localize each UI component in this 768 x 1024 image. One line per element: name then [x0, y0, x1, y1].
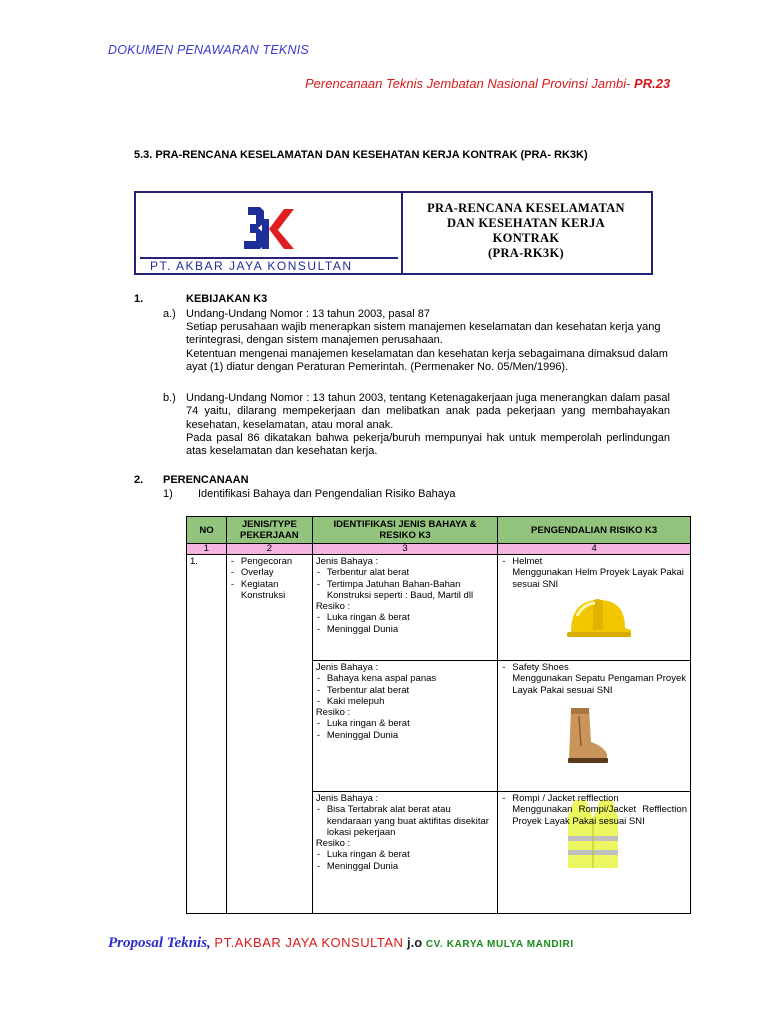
planning-sub-label: 1) [163, 488, 173, 500]
box-divider [401, 193, 403, 273]
work-type-item: - Pengecoran [230, 556, 309, 567]
box-title-line: KONTRAK [492, 231, 560, 245]
header-control: PENGENDALIAN RISIKO K3 [498, 517, 691, 544]
column-number: 4 [498, 544, 691, 555]
item-b-label: b.) [163, 392, 176, 404]
hazard-table [186, 516, 691, 914]
hazard-cell [312, 792, 497, 914]
column-number-row [187, 544, 691, 555]
hazard-item: - Tertimpa Jatuhan Bahan-Bahan Konstruksi seperti : Baud, Martil dll [316, 579, 494, 602]
column-number: 1 [187, 544, 227, 555]
boot-icon [563, 706, 609, 764]
planning-heading: PERENCANAAN [163, 474, 249, 486]
item-b-paragraph-1: Undang-Undang Nomor : 13 tahun 2003, tentang Ketenagakerjaan juga menerangkan dalam pasal 74 yaitu, dilarang mempekerjaan dan melibatkan anak pada pekerjaan yang membahayakan kesehatan, keselamatan, atau moral anak. [186, 392, 670, 431]
hazard-label: Jenis Bahaya : [315, 556, 379, 567]
box-title-line: PRA-RENCANA KESELAMATAN [427, 201, 625, 215]
company-name: PT. AKBAR JAYA KONSULTAN [150, 259, 353, 273]
column-number: 3 [312, 544, 497, 555]
header-work-type: JENIS/TYPE PEKERJAAN [226, 517, 312, 544]
hazard-cell [312, 555, 497, 661]
risk-item: - Luka ringan & berat [316, 718, 494, 729]
item-a-paragraph-1: Setiap perusahaan wajib menerapkan sistem manajemen keselamatan dan kesehatan kerja yang terintegrasi, dengan sistem manajemen perusahaan. [186, 321, 661, 347]
risk-label: Resiko : [315, 707, 351, 719]
control-description: Menggunakan Helm Proyek Layak Pakai sesuai SNI [512, 567, 684, 590]
control-item: - Safety Shoes [501, 662, 687, 673]
header-identification: IDENTIFIKASI JENIS BAHAYA & RESIKO K3 [312, 517, 497, 544]
policy-heading: KEBIJAKAN K3 [186, 293, 268, 305]
hazard-item: - Kaki melepuh [316, 696, 494, 707]
footer-company: PT.AKBAR JAYA KONSULTAN [214, 935, 404, 950]
box-title-line: DAN KESEHATAN KERJA [446, 216, 606, 230]
hazard-cell [312, 661, 497, 792]
table-header-row [187, 517, 691, 544]
header-no: NO [187, 517, 227, 544]
section-title: 5.3. PRA-RENCANA KESELAMATAN DAN KESEHATAN KERJA KONTRAK (PRA- RK3K) [134, 149, 588, 161]
helmet-icon [563, 594, 633, 642]
control-description: Menggunakan Rompi/Jacket Refflection Proyek Layak Pakai sesuai SNI [512, 804, 687, 827]
control-cell [498, 555, 691, 661]
document-code: PR.23 [634, 76, 671, 91]
control-cell [498, 661, 691, 792]
page-footer [108, 935, 574, 952]
risk-label: Resiko : [315, 838, 351, 850]
box-title-line: (PRA-RK3K) [488, 246, 564, 260]
document-type: DOKUMEN PENAWARAN TEKNIS [108, 43, 309, 57]
footer-proposal: Proposal Teknis, [108, 935, 211, 951]
row-number: 1. [187, 555, 227, 914]
control-cell [498, 792, 691, 914]
work-type-item: - Overlay [230, 567, 309, 578]
planning-number: 2. [134, 474, 144, 486]
hazard-item: - Terbentur alat berat [316, 567, 494, 578]
hazard-label: Jenis Bahaya : [315, 793, 379, 804]
column-number: 2 [226, 544, 312, 555]
policy-number: 1. [134, 293, 144, 305]
title-box [134, 191, 653, 275]
planning-sub-title: Identifikasi Bahaya dan Pengendalian Risiko Bahaya [198, 488, 456, 500]
table-row [187, 555, 691, 661]
hazard-label: Jenis Bahaya : [315, 662, 379, 673]
footer-partner: CV. KARYA MULYA MANDIRI [425, 939, 574, 950]
item-a-label: a.) [163, 308, 176, 320]
work-type-cell [226, 555, 312, 914]
work-type-item: - Kegiatan Konstruksi [230, 579, 309, 602]
control-description: Menggunakan Sepatu Pengaman Proyek Layak Pakai sesuai SNI [512, 673, 686, 696]
box-title [406, 201, 646, 261]
hazard-item: - Bisa Tertabrak alat berat atau kendaraan yang buat aktifitas disekitar lokasi pekerjaan [316, 804, 494, 838]
company-logo [238, 203, 298, 253]
item-a-paragraph-2: Ketentuan mengenai manajemen keselamatan dan kesehatan kerja sebagaimana dimaksud dalam ayat (1) diatur dengan Peraturan Pemerintah. (Permenaker No. 05/Men/1996). [186, 348, 668, 374]
footer-jo: j.o [407, 935, 423, 950]
item-b-paragraph-2: Pada pasal 86 dikatakan bahwa pekerja/buruh mempunyai hak untuk memperolah perlindungan atas keselamatan dan kesehatan kerja. [186, 432, 670, 458]
hazard-item: - Terbentur alat berat [316, 685, 494, 696]
risk-item: - Meninggal Dunia [316, 861, 494, 872]
subtitle-text: Perencanaan Teknis Jembatan Nasional Provinsi Jambi- [305, 76, 631, 91]
hazard-item: - Bahaya kena aspal panas [316, 673, 494, 684]
risk-item: - Luka ringan & berat [316, 849, 494, 860]
control-item: - Helmet [501, 556, 687, 567]
document-subtitle [305, 76, 670, 91]
risk-item: - Meninggal Dunia [316, 730, 494, 741]
control-item: - Rompi / Jacket refflection [501, 793, 687, 804]
risk-item: - Luka ringan & berat [316, 612, 494, 623]
logo-text: 3K [238, 203, 240, 204]
risk-label: Resiko : [315, 601, 351, 613]
item-a-law: Undang-Undang Nomor : 13 tahun 2003, pasal 87 [186, 308, 431, 320]
risk-item: - Meninggal Dunia [316, 624, 494, 635]
